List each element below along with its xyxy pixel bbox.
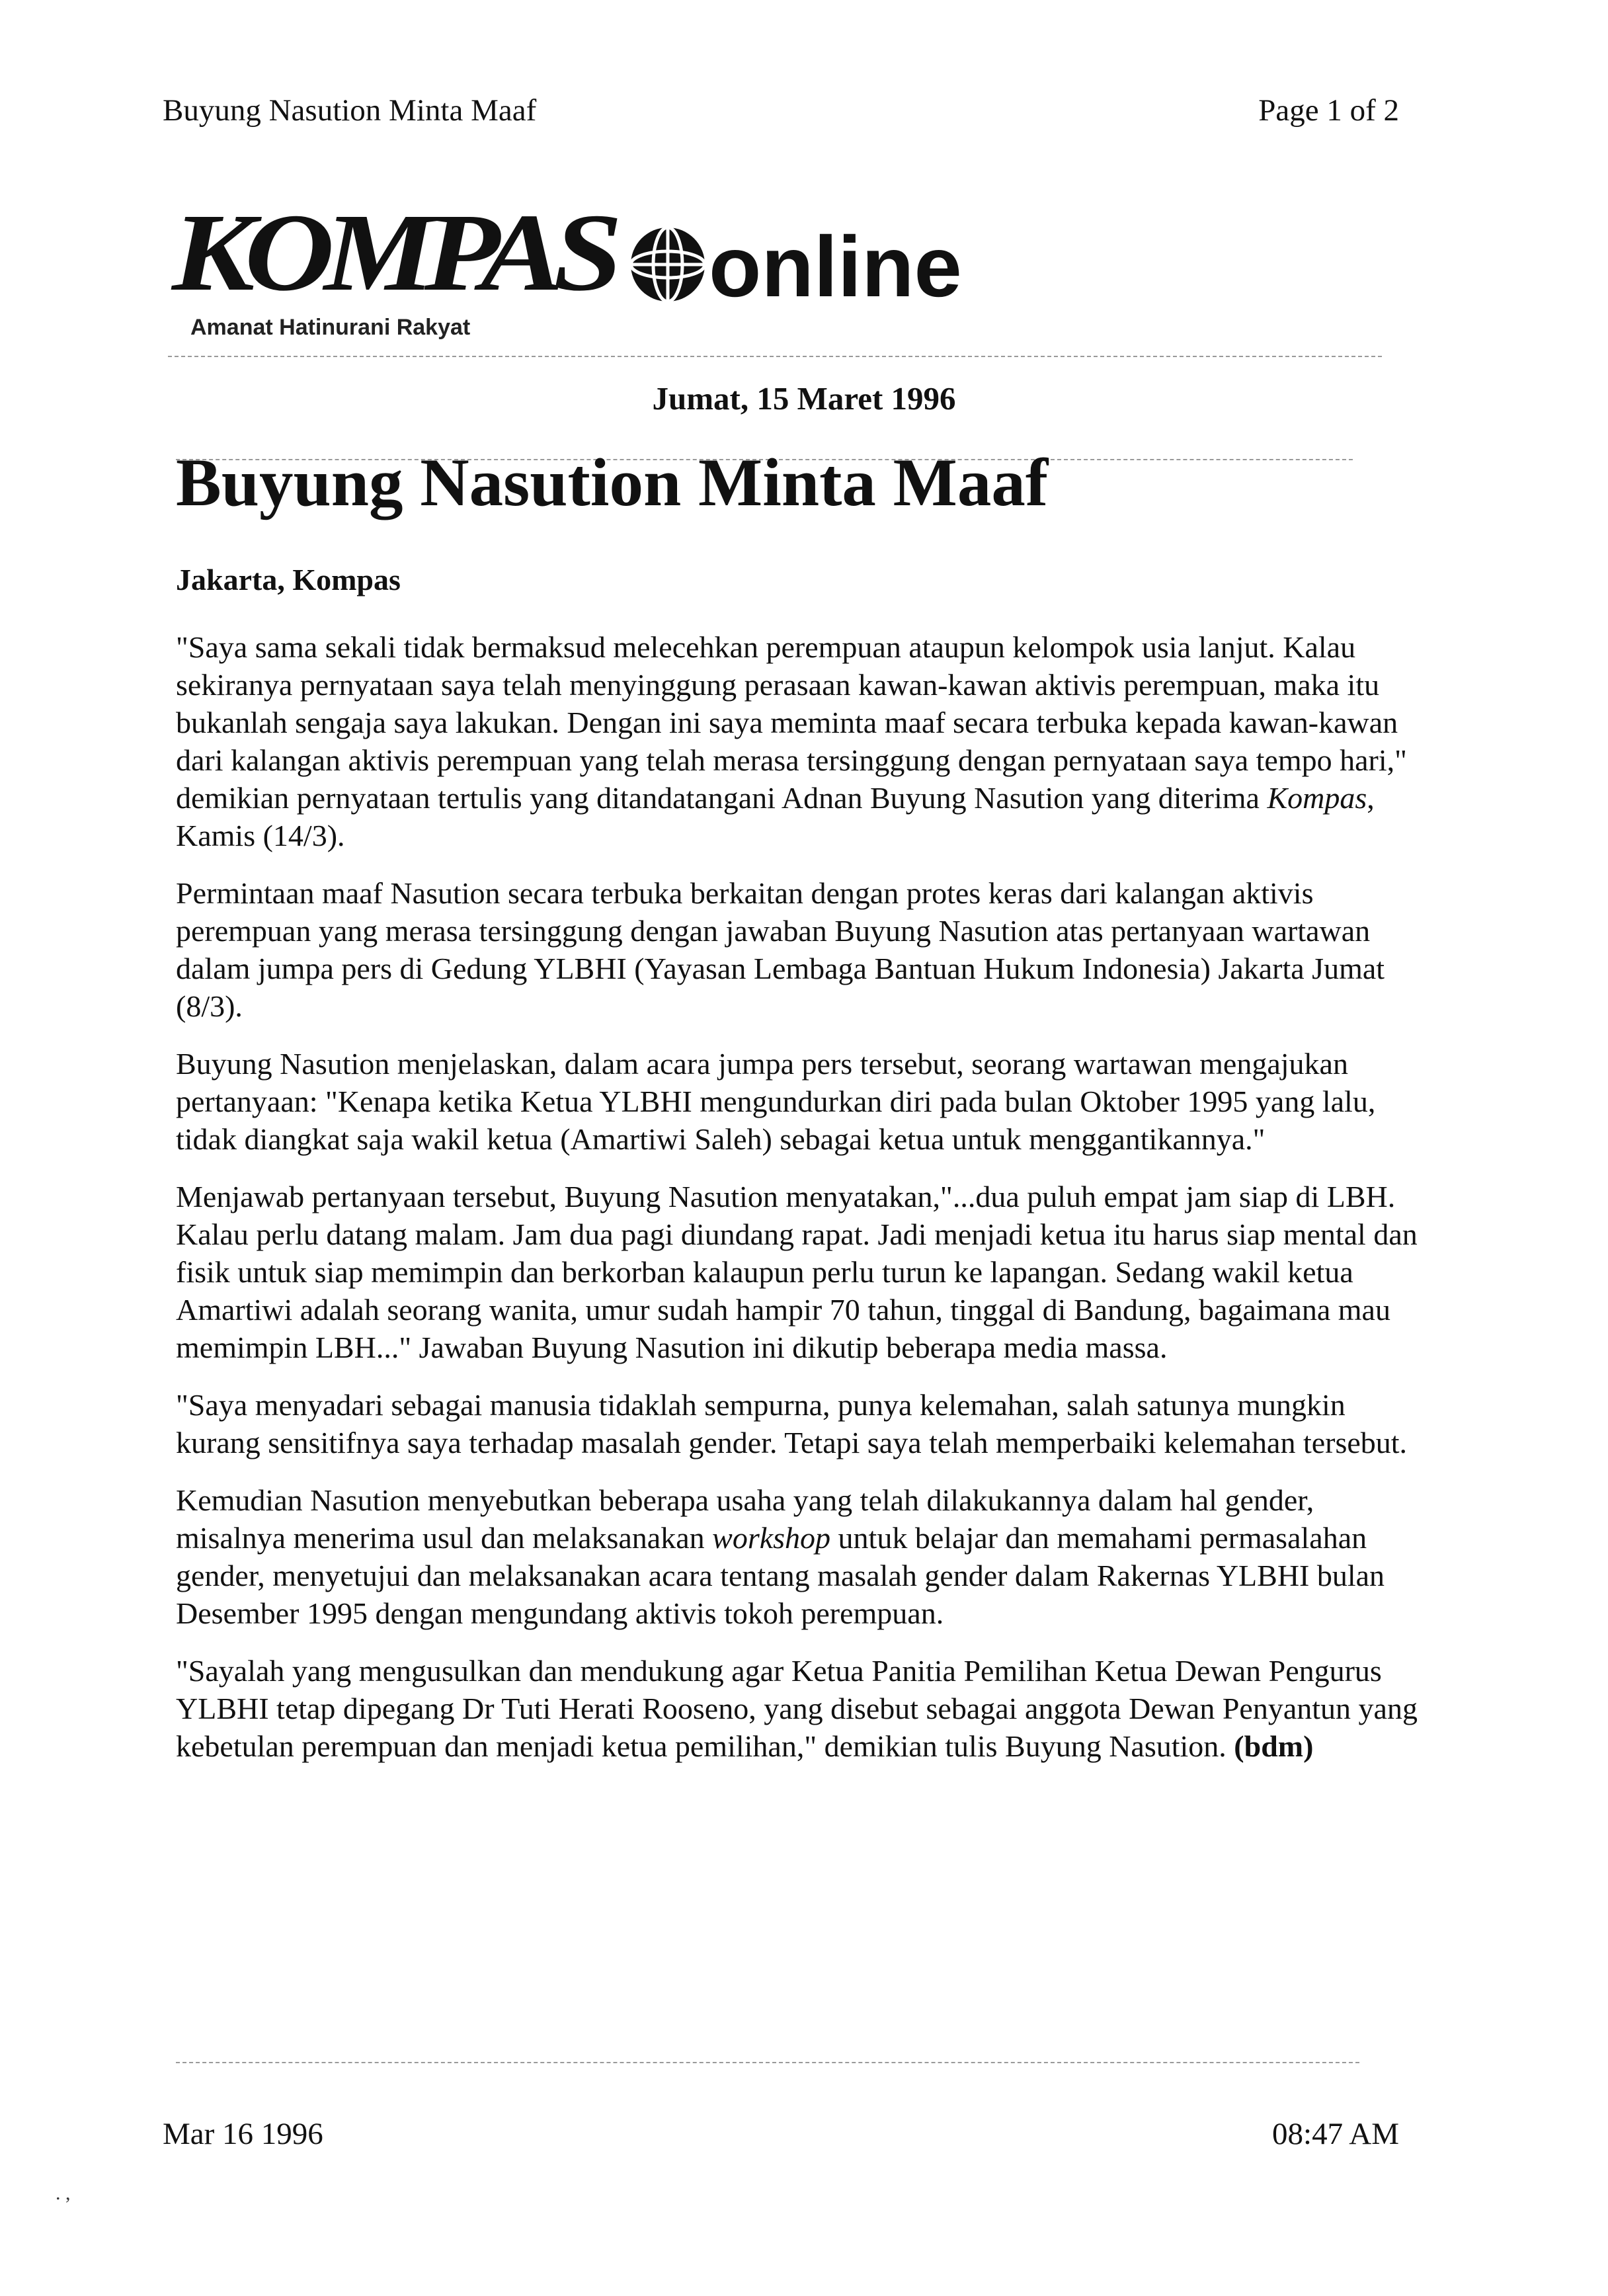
article-paragraph: Buyung Nasution menjelaskan, dalam acara jumpa pers tersebut, seorang wartawan mengajukan pertanyaan: "Kenapa ketika Ketua YLBHI mengundurkan diri pada bulan Oktober 1995 yang lalu, tidak diangkat saja wakil ketua (Amartiwi Saleh) sebagai ketua untuk menggantikannya." — [176, 1047, 1376, 1156]
article-paragraph: "Sayalah yang mengusulkan dan mendukung agar Ketua Panitia Pemilihan Ketua Dewan Pengurus YLBHI tetap dipegang Dr Tuti Herati Rooseno, yang disebut sebagai anggota Dewan Penyantun yang kebetulan perempuan dan menjadi ketua pemilihan," demikian tulis Buyung Nasution. (bdm) — [176, 1654, 1418, 1763]
article-title: Buyung Nasution Minta Maaf — [176, 445, 1049, 520]
kompas-online-logo — [172, 191, 965, 349]
article-paragraph: Menjawab pertanyaan tersebut, Buyung Nasution menyatakan,"...dua puluh empat jam siap di LBH. Kalau perlu datang malam. Jam dua pagi diundang rapat. Jadi menjadi ketua itu harus siap mental dan fisik untuk siap memimpin dan berkorban kalaupun perlu turun ke lapangan. Sedang wakil ketua Amartiwi adalah seorang wanita, umur sudah hampir 70 tahun, tinggal di Bandung, bagaimana mau memimpin LBH..." Jawaban Buyung Nasution ini dikutip beberapa media massa. — [176, 1180, 1418, 1364]
article-body — [176, 628, 1419, 1785]
page-header-title: Buyung Nasution Minta Maaf — [163, 93, 537, 128]
scan-mark: . , — [56, 2182, 71, 2204]
article-paragraph: Permintaan maaf Nasution secara terbuka berkaitan dengan protes keras dari kalangan aktivis perempuan yang merasa tersinggung dengan jawaban Buyung Nasution atas pertanyaan wartawan dalam jumpa pers di Gedung YLBHI (Yayasan Lembaga Bantuan Hukum Indonesia) Jakarta Jumat (8/3). — [176, 876, 1385, 1023]
globe-icon — [631, 227, 705, 302]
logo-kompas-text: KOMPAS — [172, 191, 612, 314]
footer-date: Mar 16 1996 — [163, 2117, 323, 2151]
logo-online-wordmark — [622, 212, 992, 311]
footer-time: 08:47 AM — [1272, 2117, 1399, 2151]
logo-online-text: online — [709, 218, 962, 311]
article-paragraph: "Saya menyadari sebagai manusia tidaklah sempurna, punya kelemahan, salah satunya mungkin kurang sensitifnya saya terhadap masalah gender. Tetapi saya telah memperbaiki kelemahan tersebut. — [176, 1388, 1408, 1459]
author-initials: (bdm) — [1234, 1729, 1314, 1763]
masthead-divider — [168, 356, 1382, 357]
article-date: Jumat, 15 Maret 1996 — [652, 380, 956, 417]
article-byline: Jakarta, Kompas — [176, 563, 401, 596]
page-number: Page 1 of 2 — [1258, 93, 1399, 128]
logo-tagline: Amanat Hatinurani Rakyat — [190, 315, 471, 340]
footer-divider — [176, 2062, 1359, 2063]
article-paragraph: Kemudian Nasution menyebutkan beberapa usaha yang telah dilakukannya dalam hal gender, misalnya menerima usul dan melaksanakan workshop untuk belajar dan memahami permasalahan gender, menyetujui dan melaksanakan acara tentang masalah gender dalam Rakernas YLBHI bulan Desember 1995 dengan mengundang aktivis tokoh perempuan. — [176, 1483, 1385, 1630]
article-paragraph: "Saya sama sekali tidak bermaksud melecehkan perempuan ataupun kelompok usia lanjut. Kalau sekiranya pernyataan saya telah menyinggung perasaan kawan-kawan aktivis perempuan, maka itu bukanlah sengaja saya lakukan. Dengan ini saya meminta maaf secara terbuka kepada kawan-kawan dari kalangan aktivis perempuan yang telah merasa tersinggung dengan pernyataan saya tempo hari," demikian pernyataan tertulis yang ditandatangani Adnan Buyung Nasution yang diterima Kompas, Kamis (14/3). — [176, 630, 1407, 852]
